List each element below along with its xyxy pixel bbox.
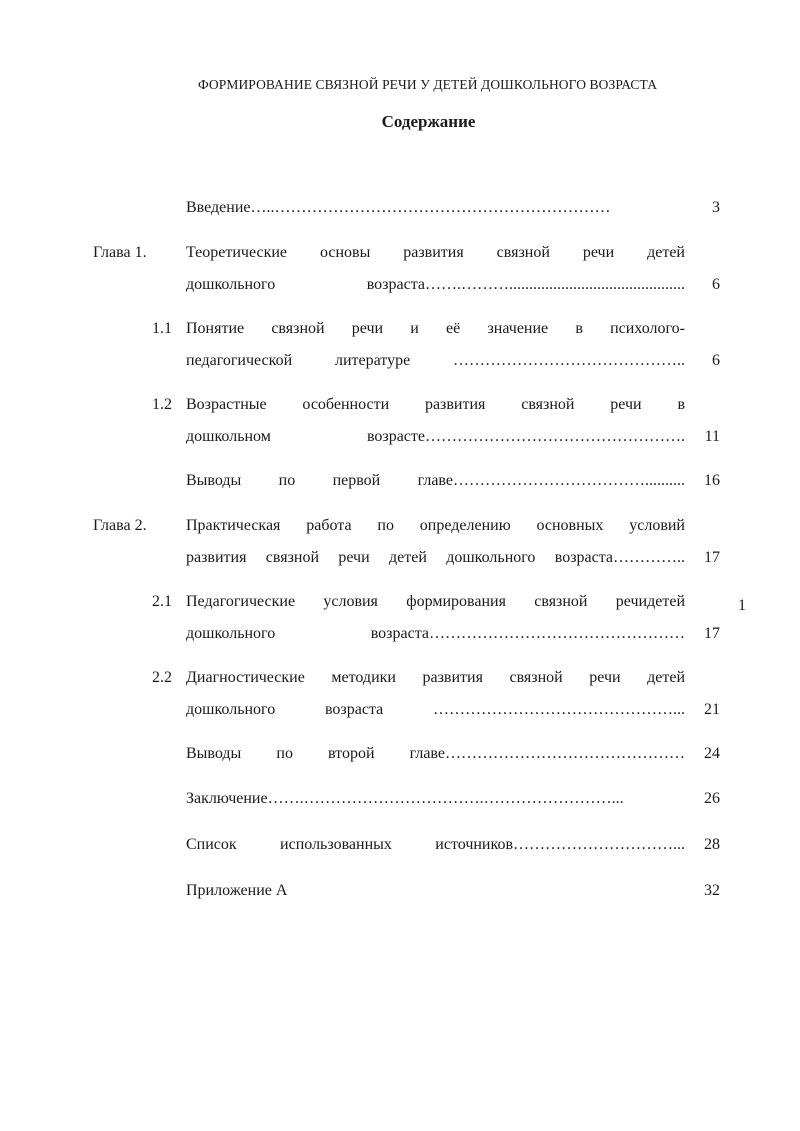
toc-entry-label: 1.1 xyxy=(152,320,172,337)
toc-entry-label: 2.1 xyxy=(152,593,172,610)
toc-entry-chapter-1-conclusions[interactable] xyxy=(0,465,800,497)
toc-entry-text: Понятие связной речи и её значение в психолого- педагогической литературе …………………………………….. xyxy=(186,320,685,369)
toc-entry-page: 6 xyxy=(712,352,720,369)
toc-entry-appendix-a[interactable] xyxy=(0,875,800,907)
toc-entry-text: Теоретические основы развития связной речи детей дошкольного возраста…….………............................................ xyxy=(186,244,685,293)
toc-entry-chapter-1[interactable] xyxy=(0,237,800,301)
toc-title: Содержание xyxy=(381,112,476,131)
toc-entry-section-1-2[interactable] xyxy=(0,389,800,453)
toc-entry-page: 32 xyxy=(704,882,720,899)
toc-entry-page: 26 xyxy=(704,790,720,807)
toc-entry-text: Выводы по первой главе……………………………….......... xyxy=(186,472,685,489)
toc-entry-section-1-1[interactable] xyxy=(0,313,800,377)
toc-entry-page: 17 xyxy=(704,625,720,642)
toc-entry-text: Приложение А xyxy=(186,882,288,899)
toc-entry-chapter-2-conclusions[interactable] xyxy=(0,738,800,770)
toc-entry-page: 3 xyxy=(712,199,720,216)
toc-entry-label: Глава 2. xyxy=(93,517,147,534)
toc-entry-page: 11 xyxy=(704,428,720,445)
document-header: ФОРМИРОВАНИЕ СВЯЗНОЙ РЕЧИ У ДЕТЕЙ ДОШКОЛЬНОГО ВОЗРАСТА xyxy=(197,77,658,92)
toc-entry-page: 24 xyxy=(704,745,720,762)
toc-entry-text: Практическая работа по определению основных условий развития связной речи детей дошкольного возраста………….. xyxy=(186,517,685,566)
toc-entry-section-2-2[interactable] xyxy=(0,662,800,726)
toc-entry-references[interactable] xyxy=(0,829,800,861)
toc-entry-text: Диагностические методики развития связной речи детей дошкольного возраста ………………………………………... xyxy=(186,669,685,718)
toc-entry-section-2-1[interactable] xyxy=(0,586,730,650)
toc-entry-label: 1.2 xyxy=(152,396,172,413)
toc-entry-page: 17 xyxy=(704,549,720,566)
toc-entry-page: 6 xyxy=(712,276,720,293)
toc-entry-text: Введение…..……………………………………………………… xyxy=(186,199,611,216)
toc-entry-label: Глава 1. xyxy=(93,244,147,261)
toc-entry-page: 28 xyxy=(704,836,720,853)
toc-entry-introduction[interactable] xyxy=(0,192,800,224)
toc-entry-text: Заключение…….…………………………….……………………... xyxy=(186,790,624,807)
toc-entry-page: 16 xyxy=(704,472,720,489)
toc-entry-text: Педагогические условия формирования связной речидетей дошкольного возраста………………………………………… xyxy=(186,593,685,642)
toc-entry-conclusion[interactable] xyxy=(0,783,800,815)
toc-entry-page: 21 xyxy=(704,701,720,718)
toc-entry-text: Выводы по второй главе……………………………………… xyxy=(186,745,685,762)
toc-entry-chapter-2[interactable] xyxy=(0,510,800,574)
toc-entry-label: 2.2 xyxy=(152,669,172,686)
page-number: 1 xyxy=(738,597,746,614)
toc-entry-text: Список использованных источников…………………………... xyxy=(186,836,685,853)
toc-entry-text: Возрастные особенности развития связной речи в дошкольном возрасте…………………………………………. xyxy=(186,396,685,445)
